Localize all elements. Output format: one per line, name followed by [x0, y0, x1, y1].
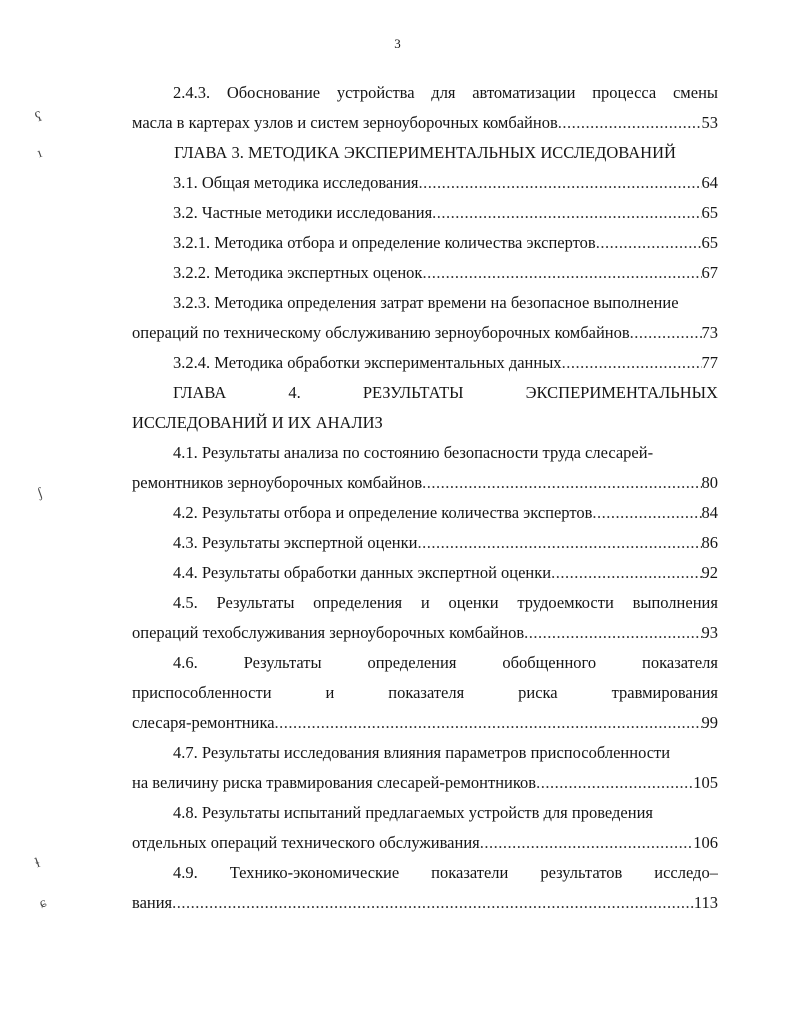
dot-leader	[422, 258, 701, 288]
toc-entry-4-5-line1	[132, 588, 718, 618]
toc-entry-text: 4.3. Результаты экспертной оценки	[173, 533, 418, 552]
toc-entry-4-8-line1: 4.8. Результаты испытаний предлагаемых устройств для проведения	[173, 803, 653, 822]
word: показателя	[642, 653, 718, 672]
word: результатов	[540, 863, 623, 882]
toc-page-number: 77	[701, 353, 718, 372]
toc-page-number: 65	[701, 233, 718, 252]
toc-page-number: 93	[701, 623, 718, 642]
toc-entry-text: вания	[132, 893, 173, 912]
chapter-3-heading: ГЛАВА 3. МЕТОДИКА ЭКСПЕРИМЕНТАЛЬНЫХ ИССЛЕДОВАНИЙ	[174, 143, 676, 162]
word: оценки	[448, 593, 499, 612]
toc-entry-4-1-line1: 4.1. Результаты анализа по состоянию безопасности труда слесарей-	[173, 443, 654, 462]
toc-entry-4-8-line2	[132, 828, 718, 858]
margin-mark-icon: ı	[35, 145, 45, 162]
toc-page-number: 67	[701, 263, 718, 282]
word: 4.5.	[173, 593, 198, 612]
table-of-contents	[132, 78, 718, 918]
dot-leader	[275, 708, 702, 738]
toc-entry-3-2-1	[132, 228, 718, 258]
word: и	[325, 683, 335, 702]
toc-page-number: 84	[701, 503, 718, 522]
word: процесса	[592, 83, 657, 102]
word: травмирования	[611, 683, 718, 702]
margin-mark-icon: ɕ	[37, 895, 49, 912]
margin-mark-icon: ɬ	[33, 855, 43, 872]
word: 2.4.3.	[173, 83, 211, 102]
toc-entry-4-7-line2	[132, 768, 718, 798]
toc-page-number: 64	[701, 173, 718, 192]
dot-leader	[172, 888, 694, 918]
toc-entry-3-2	[132, 198, 718, 228]
word: Результаты	[243, 653, 322, 672]
word: исследо–	[654, 863, 718, 882]
toc-entry-text: 3.2.1. Методика отбора и определение количества экспертов	[173, 233, 596, 252]
word: смены	[672, 83, 718, 102]
word: устройства	[336, 83, 415, 102]
toc-entry-text: 4.4. Результаты обработки данных экспертной оценки	[173, 563, 552, 582]
toc-entry-text: отдельных операций технического обслуживания	[132, 833, 480, 852]
toc-page-number: 80	[701, 473, 718, 492]
dot-leader	[432, 198, 701, 228]
word: Результаты	[216, 593, 295, 612]
word: обобщенного	[502, 653, 597, 672]
toc-entry-text: 3.2. Частные методики исследования	[173, 203, 433, 222]
toc-entry-text: операций техобслуживания зерноуборочных комбайнов	[132, 623, 525, 642]
toc-entry-text: операций по техническому обслуживанию зерноуборочных комбайнов	[132, 323, 630, 342]
toc-page-number: 86	[701, 533, 718, 552]
toc-entry-4-4	[132, 558, 718, 588]
word: определения	[367, 653, 457, 672]
word: показатели	[431, 863, 509, 882]
toc-page-number: 99	[701, 713, 718, 732]
toc-entry-3-2-4	[132, 348, 718, 378]
word: ЭКСПЕРИМЕНТАЛЬНЫХ	[525, 383, 718, 402]
margin-mark-icon: ʕ	[33, 109, 45, 126]
page-number: 3	[394, 36, 401, 51]
word: выполнения	[632, 593, 718, 612]
toc-page-number: 105	[693, 773, 718, 792]
toc-entry-text: 3.2.2. Методика экспертных оценок	[173, 263, 423, 282]
toc-entry-text: на величину риска травмирования слесарей-ремонтников	[132, 773, 537, 792]
toc-page-number: 92	[701, 563, 718, 582]
toc-entry-3-2-3-line2	[132, 318, 718, 348]
toc-entry-text: 3.2.4. Методика обработки экспериментальных данных	[173, 353, 562, 372]
toc-entry-3-2-3-line1: 3.2.3. Методика определения затрат времени на безопасное выполнение	[173, 293, 679, 312]
toc-page-number: 65	[701, 203, 718, 222]
toc-entry-4-7-line1: 4.7. Результаты исследования влияния параметров приспособленности	[173, 743, 671, 762]
margin-mark-icon: ʃ	[35, 485, 45, 502]
dot-leader	[630, 318, 702, 348]
word: РЕЗУЛЬТАТЫ	[362, 383, 464, 402]
toc-entry-4-1-line2	[132, 468, 718, 498]
toc-entry-4-9-line2	[132, 888, 718, 918]
toc-entry-4-6-line3	[132, 708, 718, 738]
dot-leader	[562, 348, 702, 378]
word: риска	[518, 683, 558, 702]
chapter-4-heading-line2: ИССЛЕДОВАНИЙ И ИХ АНАЛИЗ	[132, 413, 383, 432]
chapter-4-heading-line1	[132, 378, 718, 408]
toc-page-number: 53	[701, 113, 718, 132]
toc-entry-3-2-2	[132, 258, 718, 288]
toc-entry-text: масла в картерах узлов и систем зерноуборочных комбайнов	[132, 113, 558, 132]
toc-page-number: 113	[693, 893, 718, 912]
word: 4.	[288, 383, 301, 402]
toc-entry-4-3	[132, 528, 718, 558]
toc-entry-4-5-line2	[132, 618, 718, 648]
toc-entry-4-6-line2	[132, 678, 718, 708]
dot-leader	[596, 228, 702, 258]
word: и	[420, 593, 430, 612]
word: определения	[313, 593, 403, 612]
word: автоматизации	[472, 83, 576, 102]
word: ГЛАВА	[173, 383, 227, 402]
toc-entry-text: ремонтников зерноуборочных комбайнов	[132, 473, 423, 492]
toc-entry-2-4-3-line1	[132, 78, 718, 108]
toc-page-number: 106	[693, 833, 718, 852]
dot-leader	[422, 468, 701, 498]
word: трудоемкости	[517, 593, 614, 612]
toc-entry-2-4-3-line2	[132, 108, 718, 138]
dot-leader	[417, 528, 701, 558]
dot-leader	[524, 618, 701, 648]
dot-leader	[592, 498, 701, 528]
toc-entry-text: 3.1. Общая методика исследования	[173, 173, 419, 192]
word: приспособленности	[132, 683, 272, 702]
word: 4.6.	[173, 653, 198, 672]
toc-entry-text: слесаря-ремонтника	[132, 713, 275, 732]
word: для	[431, 83, 456, 102]
dot-leader	[558, 108, 702, 138]
word: 4.9.	[173, 863, 198, 882]
word: Технико-экономические	[229, 863, 400, 882]
toc-entry-text: 4.2. Результаты отбора и определение количества экспертов	[173, 503, 593, 522]
toc-entry-3-1	[132, 168, 718, 198]
dot-leader	[536, 768, 693, 798]
toc-page-number: 73	[701, 323, 718, 342]
dot-leader	[419, 168, 702, 198]
word: Обоснование	[226, 83, 321, 102]
toc-entry-4-9-line1	[132, 858, 718, 888]
toc-entry-4-2	[132, 498, 718, 528]
dot-leader	[480, 828, 694, 858]
dot-leader	[551, 558, 701, 588]
word: показателя	[388, 683, 465, 702]
toc-entry-4-6-line1	[132, 648, 718, 678]
